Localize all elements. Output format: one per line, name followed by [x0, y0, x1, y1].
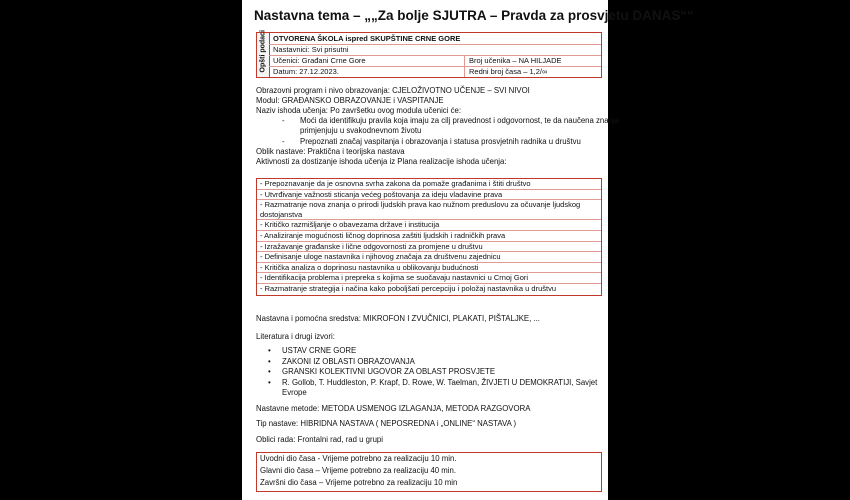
list-item: - Izražavanje građanske i lične odgovornosti za promjene u društvu [257, 242, 601, 253]
list-item: - Identifikacija problema i prepreka s kojima se suočavaju nastavnici u Crnoj Gori [257, 273, 601, 284]
list-item: - Analiziranje mogućnosti ličnog doprinosa zaštiti ljudskih i radničkih prava [257, 231, 601, 242]
teaching-aids-line: Nastavna i pomoćna sredstva: MIKROFON I ZVUČNICI, PLAKATI, PIŠTALJKE, ... [256, 314, 540, 323]
list-item: - Kritičko razmišljanje o obavezama države i institucija [257, 220, 601, 231]
goal-dash: - [282, 137, 285, 146]
list-item: • GRANSKI KOLEKTIVNI UGOVOR ZA OBLAST PROSVJETE [268, 367, 496, 376]
type-line: Tip nastave: HIBRIDNA NASTAVA ( NEPOSREDNA i „ONLINE“ NASTAVA ) [256, 419, 517, 428]
info-lesson-number: Redni broj časa – 1,2/∞ [464, 66, 606, 77]
activities-table [256, 178, 602, 296]
list-item: dostojanstva [257, 210, 601, 221]
list-item: • R. Gollob, T. Huddleston, P. Krapf, D. Rowe, W. Taelman, ŽIVJETI U DEMOKRATIJI, Savjet [268, 377, 598, 387]
activities-line: Aktivnosti za dostizanje ishoda učenja iz Plana realizacije ishoda učenja: [256, 157, 507, 166]
list-item: • ZAKONI IZ OBLASTI OBRAZOVANJA [268, 356, 415, 366]
literature-heading: Literatura i drugi izvori: [256, 332, 335, 341]
literature-list [268, 346, 597, 399]
work-forms-line: Oblici rada: Frontalni rad, rad u grupi [256, 435, 383, 444]
info-teachers: Nastavnici: Svi prisutni [273, 45, 349, 54]
module-line: Modul: GRAĐANSKO OBRAZOVANJE i VASPITANJE [256, 96, 444, 105]
goal-1-line-2: primjenjuju u svakodnevnom životu [300, 126, 422, 135]
info-student-count: Broj učenika – NA HILJADE [464, 55, 606, 66]
page-title: Nastavna tema – „„Za bolje SJUTRA – Pravda za prosvjetu DANAS““ [254, 8, 694, 23]
list-item: - Kritička analiza o doprinosu nastavnika u oblikovanju budućnosti [257, 263, 601, 274]
bullet-icon: • [268, 346, 271, 355]
list-item: Uvodni dio časa - Vrijeme potrebno za realizaciju 10 min. [260, 454, 457, 463]
bullet-icon: • [268, 356, 271, 366]
document-page [242, 0, 694, 500]
goal-1-line-1: Moći da identifikuju pravila koja imaju za cilj pravednost i odgovornost, te da naučena znanja [300, 116, 619, 125]
form-line: Oblik nastave: Praktična i teorijska nastava [256, 147, 405, 156]
list-item: - Definisanje uloge nastavnika i njihovog značaja za društvenu zajednicu [257, 252, 601, 263]
list-item: Glavni dio časa – Vrijeme potrebno za realizaciju 40 min. [260, 466, 457, 475]
info-date: Datum: 27.12.2023. [273, 67, 339, 76]
list-item: Završni dio časa – Vrijeme potrebno za realizaciju 10 min [260, 478, 458, 487]
info-row-date [269, 66, 601, 77]
list-item: - Razmatranje strategija i načina kako poboljšati percepciju i položaj nastavnika u društvu [260, 283, 556, 293]
list-item: - Utvrđivanje važnosti sticanja većeg poštovanja za ideju vladavine prava [257, 190, 601, 201]
bullet-icon: • [268, 367, 271, 376]
program-line: Obrazovni program i nivo obrazovanja: CJELOŽIVOTNO UČENJE – SVI NIVOI [256, 86, 530, 95]
goal-2: Prepoznati značaj vaspitanja i obrazovanja i statusa prosvjetnih radnika u društvu [300, 137, 581, 146]
list-item-continuation: Evrope [282, 388, 307, 397]
list-item: • USTAV CRNE GORE [268, 346, 357, 355]
outcome-title-line: Naziv ishoda učenja: Po završetku ovog modula učenici će: [256, 106, 461, 115]
info-students: Učenici: Građani Crne Gore [273, 56, 366, 65]
info-side-label: Opšti podaci [259, 30, 267, 73]
methods-line: Nastavne metode: METODA USMENOG IZLAGANJA, METODA RAZGOVORA [256, 404, 531, 413]
goal-dash: - [282, 116, 285, 125]
list-item: - Prepoznavanje da je osnovna svrha zakona da pomaže građanima i štiti društvo [257, 179, 601, 190]
info-location: OTVORENA ŠKOLA ispred SKUPŠTINE CRNE GORE [273, 34, 461, 43]
general-info-table [256, 32, 602, 78]
lesson-timing-table [256, 452, 602, 492]
bullet-icon: • [268, 377, 271, 387]
list-item: - Razmatranje nova znanja o prirodi ljudskih prava kao nužnom preduslovu za očuvanje ljudskog [260, 200, 581, 210]
